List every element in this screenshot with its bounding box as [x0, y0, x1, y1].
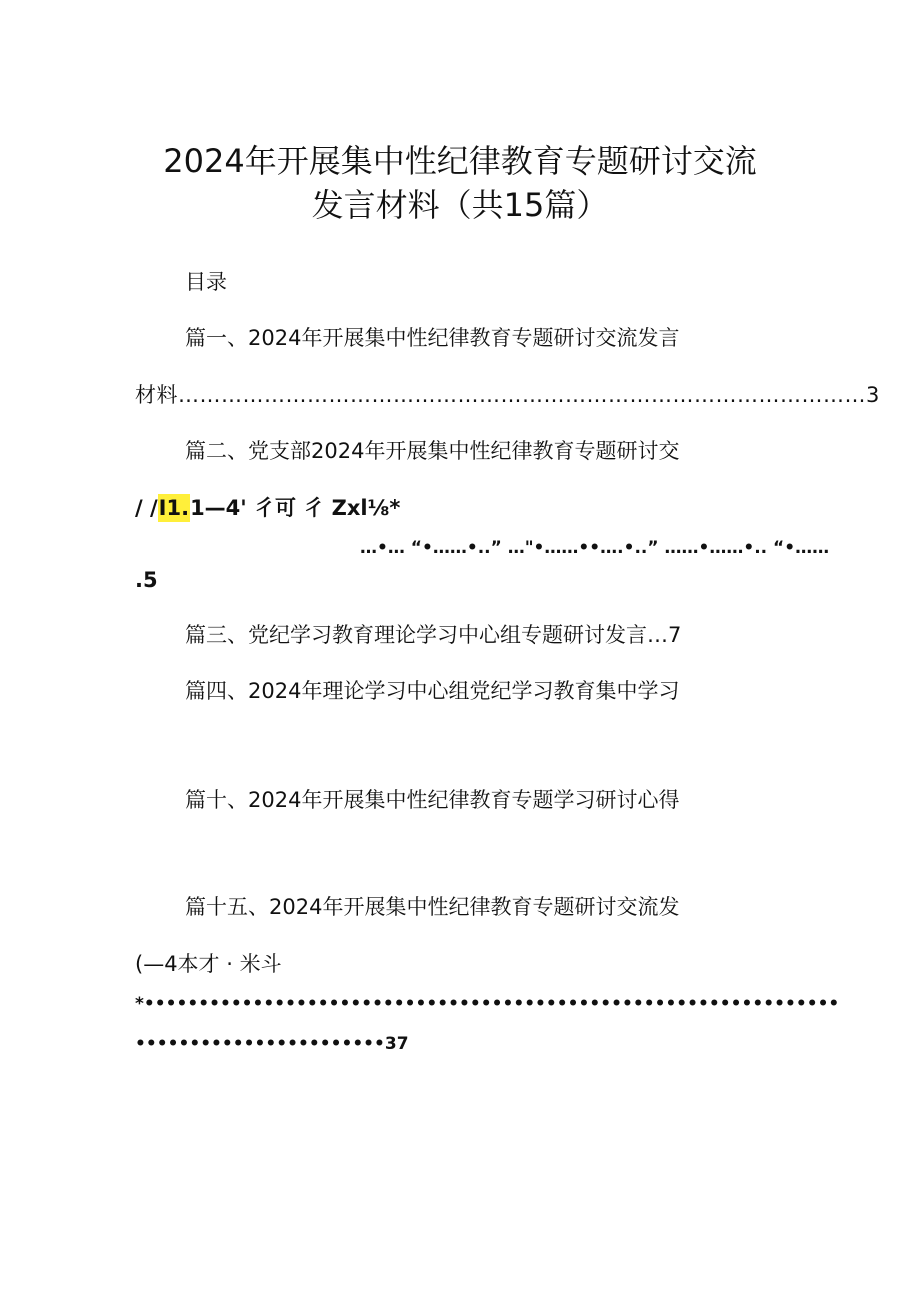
toc-entry-15-dots: *••••••••••••••••••••••••••••••••••••••••••••••••••••••••••••••••	[135, 994, 840, 1014]
toc-entry-4: 篇四、2024年理论学习中心组党纪学习教育集中学习	[185, 679, 680, 703]
toc-entry-10: 篇十、2024年开展集中性纪律教育专题学习研讨心得	[185, 788, 680, 812]
document-title-line-1: 2024年开展集中性纪律教育专题研讨交流	[163, 142, 757, 180]
toc-entry-2-page: .5	[135, 568, 158, 592]
toc-entry-2-garbled-line	[135, 494, 400, 522]
toc-entry-15-line-2: (—4本才 · 米斗	[135, 952, 282, 976]
toc-entry-2-dots: …•… “•……•..” …"•……••….•..” ……•……•.. “•……	[360, 538, 830, 558]
toc-entry-15-page: •••••••••••••••••••••••37	[135, 1034, 409, 1054]
document-title-line-2: 发言材料（共15篇）	[311, 186, 609, 224]
toc-heading: 目录	[185, 270, 227, 294]
highlighted-text: I1.	[158, 496, 190, 520]
garbled-text-suffix: 1—4' 彳可 彳 Zxl⅛*	[190, 496, 401, 520]
toc-entry-15-line-1: 篇十五、2024年开展集中性纪律教育专题研讨交流发	[185, 895, 680, 919]
toc-entry-1-line-1: 篇一、2024年开展集中性纪律教育专题研讨交流发言	[185, 326, 680, 350]
toc-entry-3: 篇三、党纪学习教育理论学习中心组专题研讨发言…7	[185, 623, 682, 647]
garbled-text-prefix: / /	[135, 496, 158, 520]
toc-entry-1-line-2: 材料……………………………………………………………………………………3	[135, 383, 880, 407]
toc-entry-2-line-1: 篇二、党支部2024年开展集中性纪律教育专题研讨交	[185, 439, 680, 463]
